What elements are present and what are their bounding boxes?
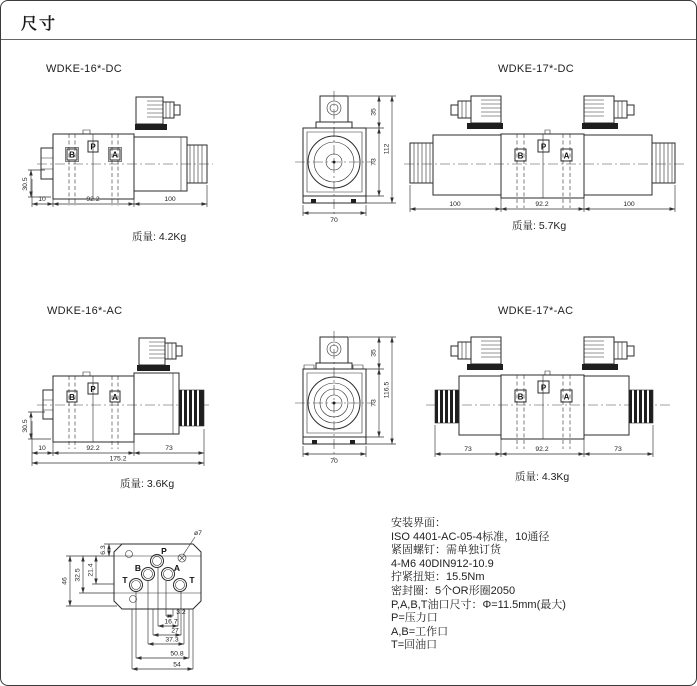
dim-label: 70	[330, 458, 338, 465]
spec-line: 密封圈：5个OR形圈2050	[391, 584, 516, 597]
dim-label: 73	[165, 445, 173, 452]
iface-port-t2: T	[189, 575, 195, 585]
dim-label: 30.5	[22, 419, 29, 433]
iface-port-p: P	[161, 546, 167, 556]
port-label-a: A	[112, 393, 118, 402]
dim-label: 116.5	[383, 381, 391, 399]
port-label-p: P	[540, 383, 547, 393]
dim-label: 112	[383, 143, 391, 155]
mass-label-ac16: 质量: 3.6Kg	[120, 478, 175, 490]
dim-label: 46	[61, 577, 69, 585]
dim-label: 92.2	[86, 445, 100, 452]
dim-label: 73	[464, 446, 472, 453]
dim-label: 16.7	[164, 618, 178, 626]
hole-callout: ø7	[194, 530, 202, 537]
dim-label: 54	[173, 661, 181, 669]
spec-line: ISO 4401-AC-05-4标准，10通径	[391, 530, 550, 543]
dim-label: 35	[370, 349, 378, 357]
spec-line: 拧紧扭矩：15.5Nm	[391, 571, 485, 584]
dim-label: 100	[164, 196, 176, 203]
spec-line: 紧固螺钉：需单独订货	[391, 544, 501, 557]
spec-line: P=压力口	[391, 612, 438, 625]
dim-label: 35	[370, 108, 378, 116]
dim-label: 3.2	[176, 609, 186, 616]
mass-label-dc17: 质量: 5.7Kg	[512, 220, 567, 232]
iface-port-a: A	[173, 563, 181, 573]
spec-line: A,B=工作口	[391, 625, 449, 638]
iface-port-b: B	[134, 563, 142, 573]
spec-line: T=回油口	[391, 639, 438, 652]
dim-label: 27	[171, 627, 179, 635]
spec-line: P,A,B,T油口尺寸：Φ=11.5mm(最大)	[391, 598, 566, 611]
port-label-p: P	[540, 142, 547, 152]
port-label-p: P	[90, 142, 96, 152]
dim-label: 92.2	[535, 446, 549, 453]
port-label-b: B	[517, 151, 524, 161]
dim-label: 50.8	[170, 650, 184, 658]
port-label-a: A	[112, 150, 118, 160]
mass-label-dc16: 质量: 4.2Kg	[132, 231, 187, 243]
dim-label: 6.3	[100, 545, 107, 555]
drawing-title-dc17: WDKE-17*-DC	[498, 63, 575, 75]
dim-label: 100	[623, 201, 635, 208]
spec-text-block	[391, 517, 566, 653]
dim-label: 92.2	[535, 201, 549, 208]
dim-label: 175.2	[109, 455, 127, 463]
drawing-wdke-16-ac	[22, 338, 211, 466]
dim-label: 92.2	[86, 196, 100, 203]
dim-label: 100	[449, 201, 461, 208]
iface-port-t1: T	[122, 575, 128, 585]
mounting-interface-drawing	[62, 530, 203, 669]
page-title: 尺寸	[21, 16, 58, 33]
dim-label: 10	[38, 445, 46, 452]
dim-label: 32.5	[74, 568, 82, 582]
spec-line: 4-M6 40DIN912-10.9	[391, 557, 494, 570]
dim-label: 73	[370, 399, 378, 407]
mass-label-ac17: 质量: 4.3Kg	[515, 471, 570, 483]
port-label-a: A	[563, 151, 570, 161]
drawing-title-ac16: WDKE-16*-AC	[47, 305, 123, 317]
port-label-b: B	[517, 392, 524, 402]
dim-label: 70	[330, 217, 338, 224]
drawing-wdke-17-ac	[295, 331, 671, 465]
technical-drawings	[1, 1, 697, 686]
drawing-wdke-17-dc	[295, 91, 685, 224]
drawing-wdke-16-dc	[22, 97, 213, 207]
drawing-title-dc16: WDKE-16*-DC	[46, 63, 123, 75]
port-label-b: B	[69, 393, 75, 402]
port-label-a: A	[563, 392, 570, 402]
dim-label: 73	[614, 446, 622, 453]
port-label-b: B	[69, 150, 75, 160]
dim-label: 30.5	[22, 177, 29, 191]
dim-label: 73	[370, 158, 378, 166]
spec-line: 安装界面：	[391, 517, 446, 529]
dim-label: 10	[38, 196, 46, 203]
port-label-p: P	[90, 385, 96, 394]
dim-label: 21.4	[87, 563, 95, 577]
dim-label: 37.3	[165, 636, 179, 644]
drawing-title-ac17: WDKE-17*-AC	[498, 305, 574, 317]
